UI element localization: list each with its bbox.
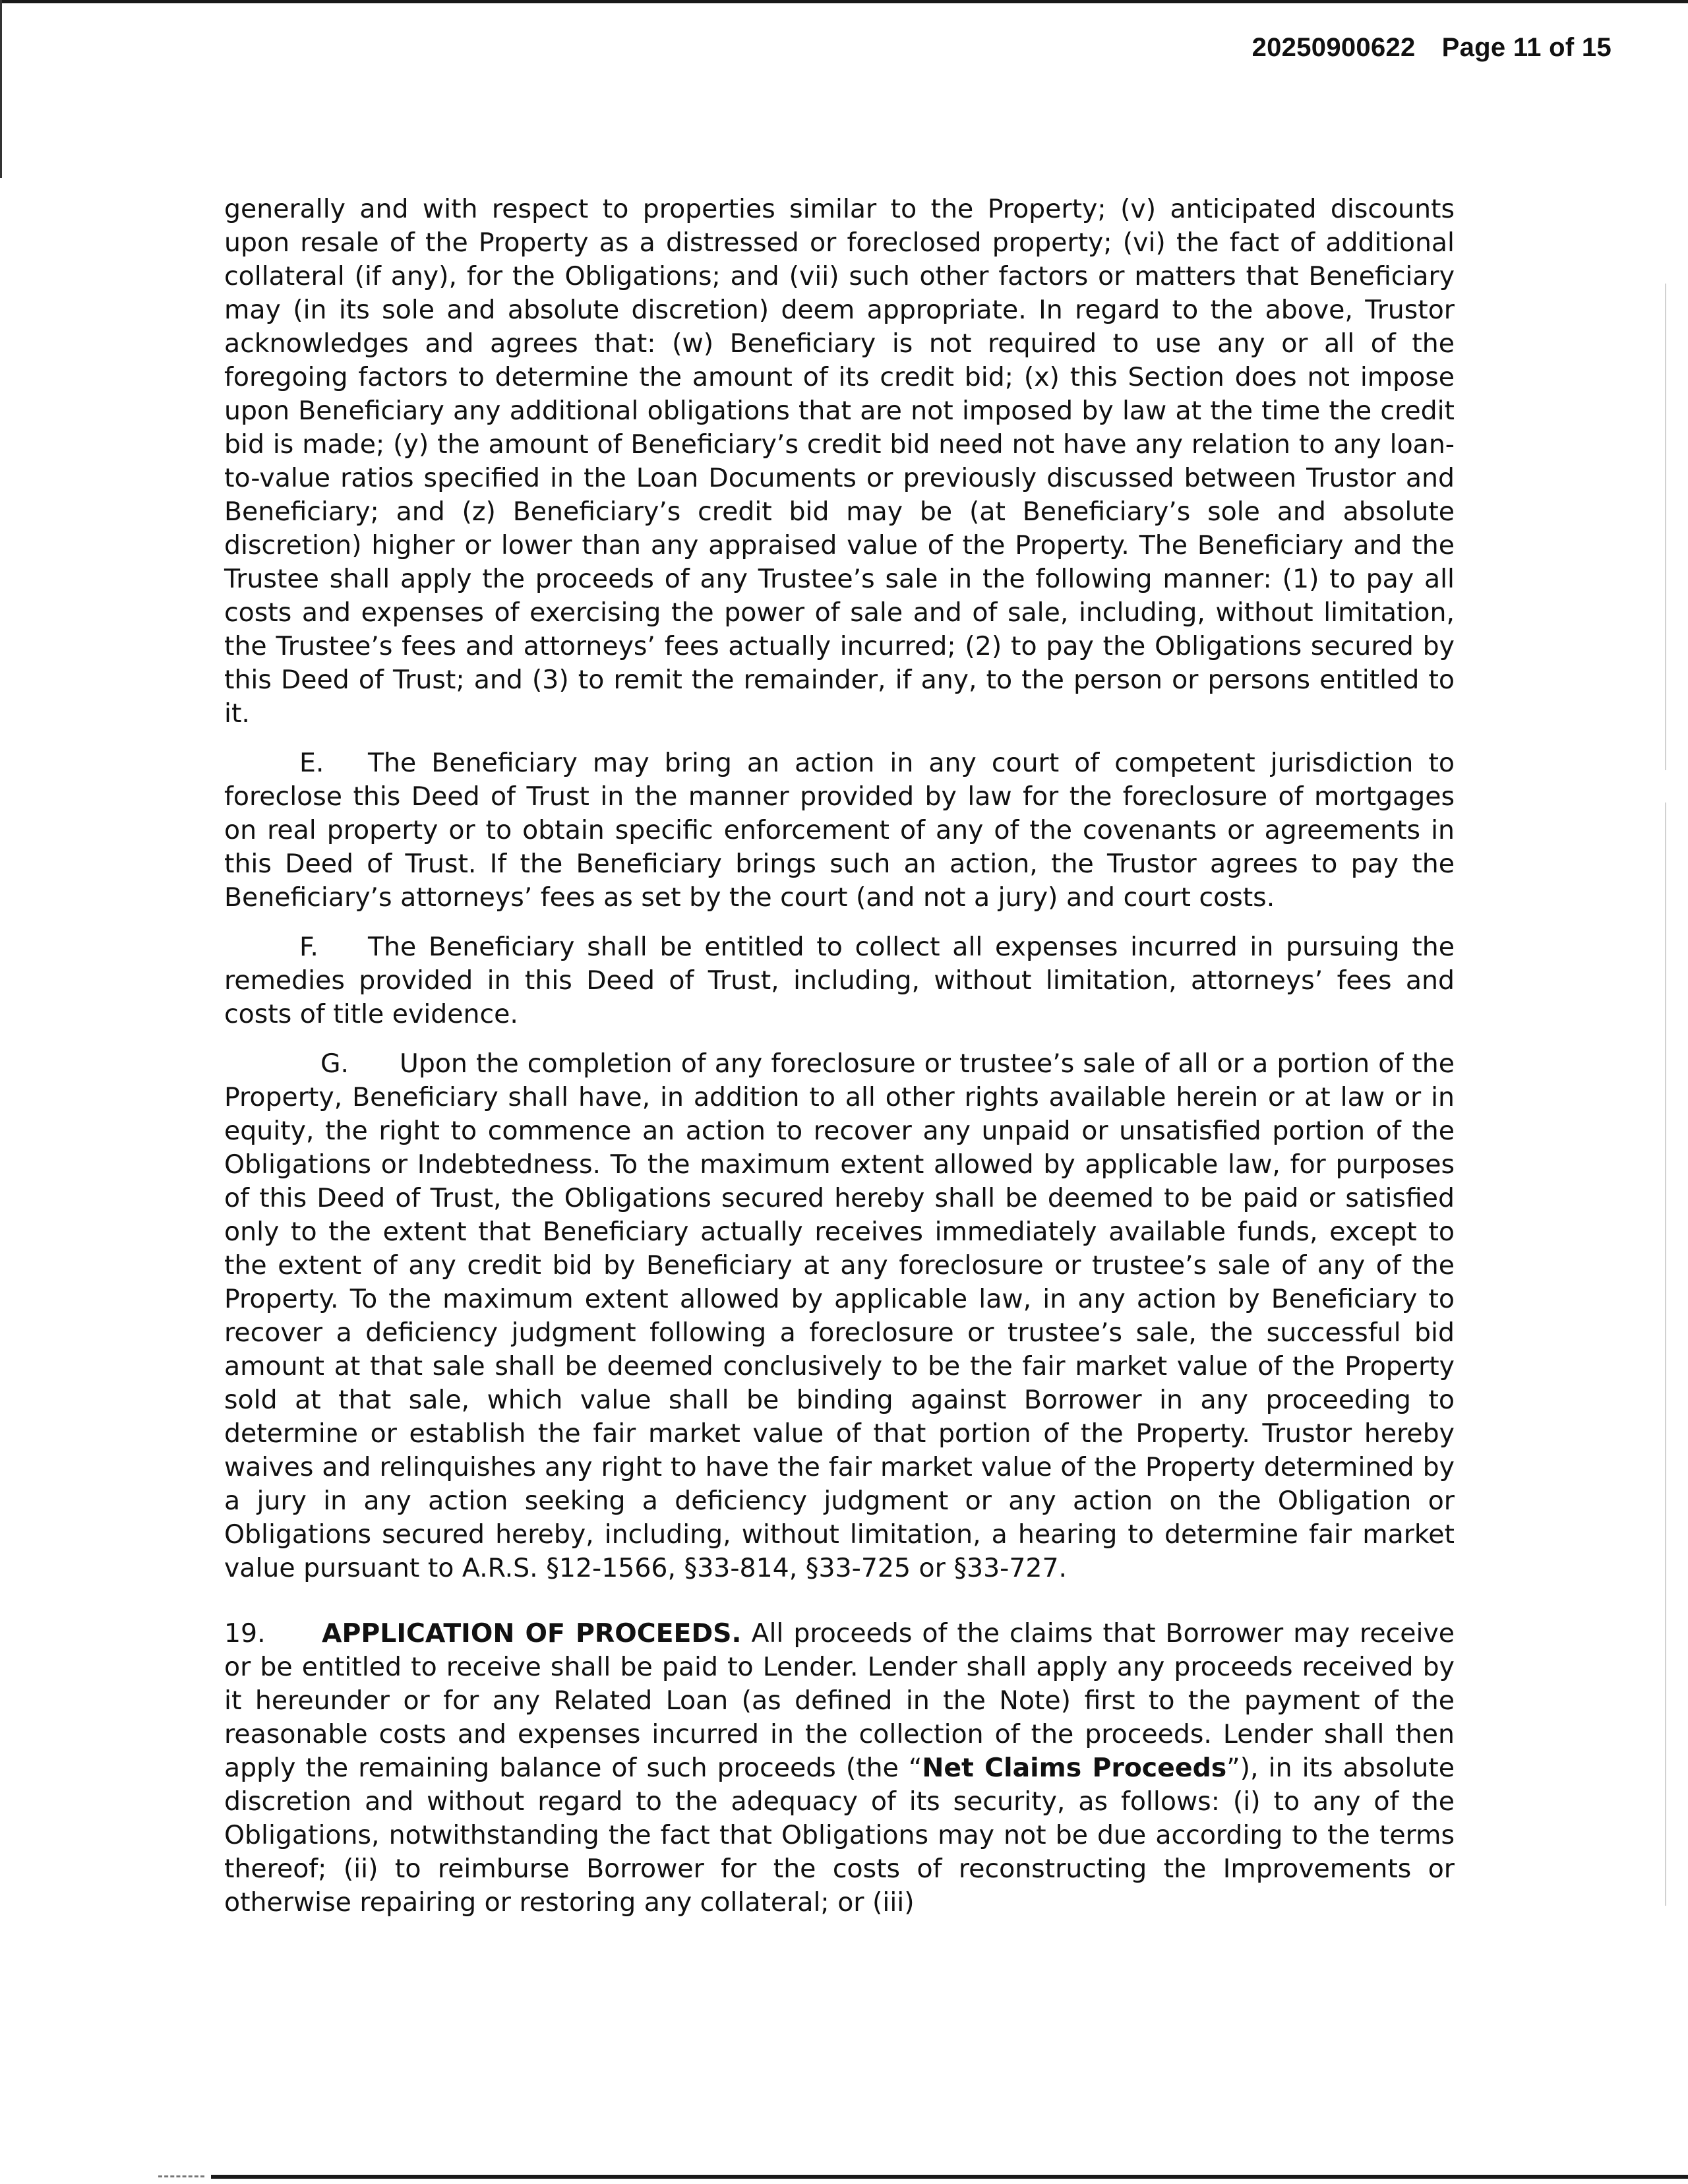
net-claims-proceeds-term: Net Claims Proceeds bbox=[922, 1753, 1227, 1783]
paragraph-e-label: E. bbox=[299, 748, 324, 778]
left-scan-edge bbox=[0, 0, 2, 178]
document-number: 20250900622 bbox=[1251, 33, 1416, 62]
section-19-text-after: ”), in its absolute discretion and without regard to the adequacy of its security, as follows: (i) to any of the Obligations, notwithstanding the fact that Obligations may not be due according to the terms thereof; (ii) to reimburse Borrower for the costs of reconstructing the Improvements or otherwise repairing or restoring any collateral; or (iii) bbox=[224, 1753, 1455, 1918]
bottom-dash-mark bbox=[158, 2175, 204, 2179]
paragraph-e-text: The Beneficiary may bring an action in any court of competent jurisdiction to foreclose this Deed of Trust in the manner provided by law for the foreclosure of mortgages on real property or to obtain specific enforcement of any of the covenants or agreements in this Deed of Trust. If the Beneficiary brings such an action, the Trustor agrees to pay the Beneficiary’s attorneys’ fees as set by the court (and not a jury) and court costs. bbox=[224, 748, 1455, 913]
page-number: Page 11 of 15 bbox=[1441, 33, 1612, 62]
paragraph-g bbox=[224, 1047, 1455, 1585]
paragraph-f-text: The Beneficiary shall be entitled to collect all expenses incurred in pursuing the remedies provided in this Deed of Trust, including, without limitation, attorneys’ fees and costs of title evidence. bbox=[224, 932, 1455, 1029]
document-body bbox=[224, 193, 1455, 1935]
section-19-heading: APPLICATION OF PROCEEDS. bbox=[322, 1618, 742, 1649]
paragraph-g-text: Upon the completion of any foreclosure or trustee’s sale of all or a portion of the Property, Beneficiary shall have, in addition to all other rights available herein or at law or in equity, the right to commence an action to recover any unpaid or unsatisfied portion of the Obligations or Indebtedness. To the maximum extent allowed by applicable law, for purposes of this Deed of Trust, the Obligations secured hereby shall be deemed to be paid or satisfied only to the extent that Beneficiary actually receives immediately available funds, except to the extent of any credit bid by Beneficiary at any foreclosure or trustee’s sale of any of the Property. To the maximum extent allowed by applicable law, in any action by Beneficiary to recover a deficiency judgment following a foreclosure or trustee’s sale, the successful bid amount at that sale shall be deemed conclusively to be the fair market value of the Property sold at that sale, which value shall be binding against Borrower in any proceeding to determine or establish the fair market value of that portion of the Property. Trustor hereby waives and relinquishes any right to have the fair market value of the Property determined by a jury in any action seeking a deficiency judgment or any action on the Obligation or Obligations secured hereby, including, without limitation, a hearing to determine fair market value pursuant to A.R.S. §12-1566, §33-814, §33-725 or §33-727. bbox=[224, 1048, 1455, 1583]
top-border-rule bbox=[0, 0, 1688, 3]
section-19-number: 19. bbox=[224, 1618, 266, 1649]
paragraph-f bbox=[224, 930, 1455, 1031]
continuation-paragraph: generally and with respect to properties similar to the Property; (v) anticipated discounts upon resale of the Property as a distressed or foreclosed property; (vi) the fact of additional collateral (if any), for the Obligations; and (vii) such other factors or matters that Beneficiary may (in its sole and absolute discretion) deem appropriate. In regard to the above, Trustor acknowledges and agrees that: (w) Beneficiary is not required to use any or all of the foregoing factors to determine the amount of its credit bid; (x) this Section does not impose upon Beneficiary any additional obligations that are not imposed by law at the time the credit bid is made; (y) the amount of Beneficiary’s credit bid need not have any relation to any loan-to-value ratios specified in the Loan Documents or previously discussed between Trustor and Beneficiary; and (z) Beneficiary’s credit bid may be (at Beneficiary’s sole and absolute discretion) higher or lower than any appraised value of the Property. The Beneficiary and the Trustee shall apply the proceeds of any Trustee’s sale in the following manner: (1) to pay all costs and expenses of exercising the power of sale and of sale, including, without limitation, the Trustee’s fees and attorneys’ fees actually incurred; (2) to pay the Obligations secured by this Deed of Trust; and (3) to remit the remainder, if any, to the person or persons entitled to it. bbox=[224, 194, 1455, 729]
right-margin-line bbox=[1665, 284, 1666, 1906]
paragraph-f-label: F. bbox=[299, 932, 318, 962]
section-19 bbox=[224, 1617, 1455, 1920]
bottom-border-rule bbox=[211, 2175, 1688, 2179]
section-19-text-before: All proceeds of the claims that Borrower may receive or be entitled to receive shall be paid to Lender. Lender shall apply any proceeds received by it hereunder or for any Related Loan (as defined in the Note) first to the payment of the reasonable costs and expenses incurred in the collection of the proceeds. Lender shall then apply the remaining balance of such proceeds (the “ bbox=[224, 1618, 1455, 1783]
page-header bbox=[1252, 33, 1612, 63]
paragraph-g-label: G. bbox=[320, 1048, 349, 1079]
paragraph-e bbox=[224, 746, 1455, 915]
